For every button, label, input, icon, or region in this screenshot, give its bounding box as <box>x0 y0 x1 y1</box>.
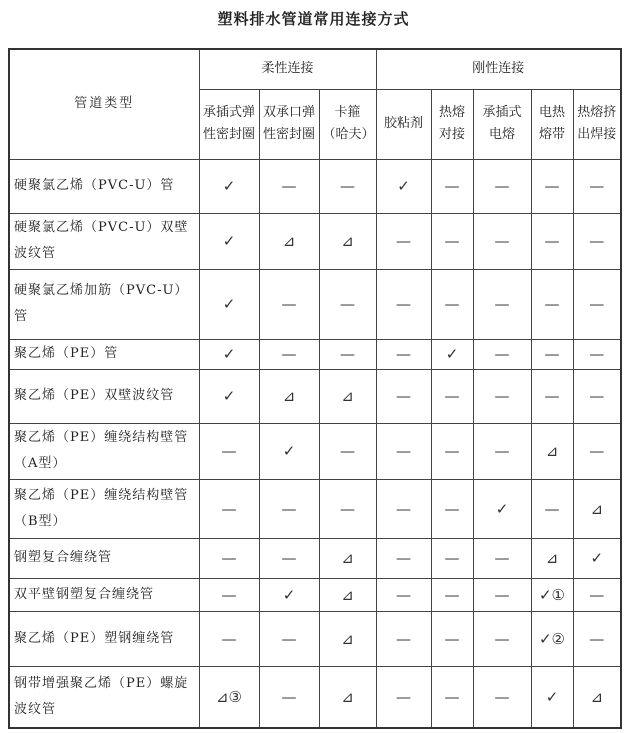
connection-mark-cell: — <box>199 578 259 611</box>
connection-mark-cell: ✓ <box>259 423 319 479</box>
pipe-type-cell: 钢塑复合缠绕管 <box>9 538 199 578</box>
connection-mark-cell: ⊿ <box>259 213 319 269</box>
connection-mark-cell: — <box>531 269 573 339</box>
connection-mark-cell: ✓ <box>199 213 259 269</box>
connection-mark-cell: — <box>531 339 573 369</box>
connection-mark-cell: — <box>531 479 573 538</box>
connection-mark-cell: — <box>376 666 431 728</box>
connection-mark-cell: ⊿ <box>573 479 621 538</box>
table-title: 塑料排水管道常用连接方式 <box>217 10 410 28</box>
connection-mark-cell: — <box>376 369 431 423</box>
connection-mark-cell: — <box>199 479 259 538</box>
connection-mark-cell: — <box>259 159 319 213</box>
table-row <box>9 213 621 269</box>
connection-mark-cell: — <box>431 269 473 339</box>
pipe-type-cell: 聚乙烯（PE）塑钢缠绕管 <box>9 611 199 666</box>
connection-mark-cell: ⊿③ <box>199 666 259 728</box>
table-row <box>9 578 621 611</box>
connection-mark-cell: — <box>376 611 431 666</box>
connection-mark-cell: ✓② <box>531 611 573 666</box>
connection-mark-cell: — <box>431 479 473 538</box>
header-pipe-type: 管道类型 <box>9 49 199 159</box>
connection-mark-cell: ✓ <box>199 369 259 423</box>
connection-mark-cell: — <box>431 578 473 611</box>
header-group-flexible: 柔性连接 <box>199 49 376 89</box>
connection-mark-cell: ✓ <box>259 578 319 611</box>
connection-mark-cell: — <box>473 213 531 269</box>
connection-mark-cell: ⊿ <box>319 666 376 728</box>
connection-mark-cell: — <box>376 538 431 578</box>
connection-mark-cell: — <box>319 269 376 339</box>
connection-mark-cell: — <box>199 423 259 479</box>
pipe-type-cell: 聚乙烯（PE）管 <box>9 339 199 369</box>
pipe-type-cell: 钢带增强聚乙烯（PE）螺旋波纹管 <box>9 666 199 728</box>
column-header: 热熔对接 <box>431 89 473 159</box>
connection-mark-cell: — <box>376 269 431 339</box>
connection-mark-cell: — <box>431 369 473 423</box>
connection-mark-cell: — <box>573 269 621 339</box>
pipe-type-cell: 硬聚氯乙烯（PVC-U）管 <box>9 159 199 213</box>
pipe-type-cell: 聚乙烯（PE）缠绕结构壁管（A型） <box>9 423 199 479</box>
header-group-rigid: 刚性连接 <box>376 49 621 89</box>
connection-mark-cell: — <box>431 423 473 479</box>
column-header: 承插式电熔 <box>473 89 531 159</box>
connection-mark-cell: — <box>431 213 473 269</box>
connection-mark-cell: ⊿ <box>319 611 376 666</box>
connection-mark-cell: ✓ <box>431 339 473 369</box>
connection-mark-cell: — <box>473 339 531 369</box>
connection-mark-cell: — <box>473 578 531 611</box>
connection-mark-cell: — <box>259 611 319 666</box>
connection-mark-cell: — <box>431 611 473 666</box>
connection-mark-cell: — <box>199 611 259 666</box>
pipe-type-cell: 硬聚氯乙烯（PVC-U）双壁波纹管 <box>9 213 199 269</box>
connection-mark-cell: — <box>259 538 319 578</box>
connection-mark-cell: ⊿ <box>259 369 319 423</box>
connection-mark-cell: ✓ <box>199 269 259 339</box>
connection-mark-cell: — <box>431 538 473 578</box>
column-header: 卡箍（哈夫） <box>319 89 376 159</box>
connection-mark-cell: ⊿ <box>319 538 376 578</box>
connection-mark-cell: — <box>473 538 531 578</box>
pipe-type-cell: 双平壁钢塑复合缠绕管 <box>9 578 199 611</box>
connection-mark-cell: — <box>473 611 531 666</box>
table-row <box>9 369 621 423</box>
table-row <box>9 269 621 339</box>
column-header: 胶粘剂 <box>376 89 431 159</box>
table-row <box>9 159 621 213</box>
connection-mark-cell: — <box>473 666 531 728</box>
connection-mark-cell: — <box>259 269 319 339</box>
connection-mark-cell: — <box>473 159 531 213</box>
connection-mark-cell: — <box>376 339 431 369</box>
connection-mark-cell: — <box>573 611 621 666</box>
column-header: 热熔挤出焊接 <box>573 89 621 159</box>
connection-mark-cell: — <box>259 666 319 728</box>
table-row <box>9 611 621 666</box>
connection-mark-cell: — <box>376 578 431 611</box>
connection-mark-cell: — <box>473 269 531 339</box>
connection-mark-cell: — <box>376 213 431 269</box>
connection-mark-cell: ✓① <box>531 578 573 611</box>
pipe-type-cell: 聚乙烯（PE）双壁波纹管 <box>9 369 199 423</box>
connection-mark-cell: — <box>473 369 531 423</box>
column-header: 承插式弹性密封圈 <box>199 89 259 159</box>
connection-mark-cell: ⊿ <box>319 369 376 423</box>
connection-mark-cell: ⊿ <box>319 578 376 611</box>
connection-mark-cell: ✓ <box>199 159 259 213</box>
table-row <box>9 423 621 479</box>
connection-mark-cell: — <box>573 423 621 479</box>
connection-mark-cell: — <box>259 339 319 369</box>
pipe-type-cell: 聚乙烯（PE）缠绕结构壁管（B型） <box>9 479 199 538</box>
connection-mark-cell: ✓ <box>376 159 431 213</box>
connection-mark-cell: — <box>573 159 621 213</box>
table-row <box>9 339 621 369</box>
connection-mark-cell: ✓ <box>473 479 531 538</box>
connection-mark-cell: — <box>431 666 473 728</box>
table-row <box>9 666 621 728</box>
connection-mark-cell: — <box>573 578 621 611</box>
connection-mark-cell: — <box>573 369 621 423</box>
connection-mark-cell: — <box>531 213 573 269</box>
column-header: 电热熔带 <box>531 89 573 159</box>
connection-mark-cell: — <box>573 213 621 269</box>
connection-mark-cell: — <box>531 159 573 213</box>
connection-methods-table <box>8 48 622 729</box>
connection-mark-cell: ⊿ <box>531 538 573 578</box>
connection-mark-cell: ⊿ <box>319 213 376 269</box>
connection-mark-cell: — <box>319 479 376 538</box>
connection-mark-cell: ✓ <box>531 666 573 728</box>
connection-mark-cell: ⊿ <box>531 423 573 479</box>
connection-mark-cell: — <box>319 339 376 369</box>
connection-mark-cell: — <box>431 159 473 213</box>
connection-mark-cell: — <box>319 159 376 213</box>
connection-mark-cell: — <box>319 423 376 479</box>
connection-mark-cell: ✓ <box>573 538 621 578</box>
connection-mark-cell: — <box>376 423 431 479</box>
connection-mark-cell: — <box>199 538 259 578</box>
connection-mark-cell: — <box>473 423 531 479</box>
connection-mark-cell: ✓ <box>199 339 259 369</box>
column-header: 双承口弹性密封圈 <box>259 89 319 159</box>
connection-mark-cell: — <box>376 479 431 538</box>
table-row <box>9 538 621 578</box>
connection-mark-cell: — <box>573 339 621 369</box>
connection-mark-cell: — <box>531 369 573 423</box>
table-row <box>9 479 621 538</box>
pipe-type-cell: 硬聚氯乙烯加筋（PVC-U）管 <box>9 269 199 339</box>
connection-mark-cell: — <box>259 479 319 538</box>
connection-mark-cell: ⊿ <box>573 666 621 728</box>
